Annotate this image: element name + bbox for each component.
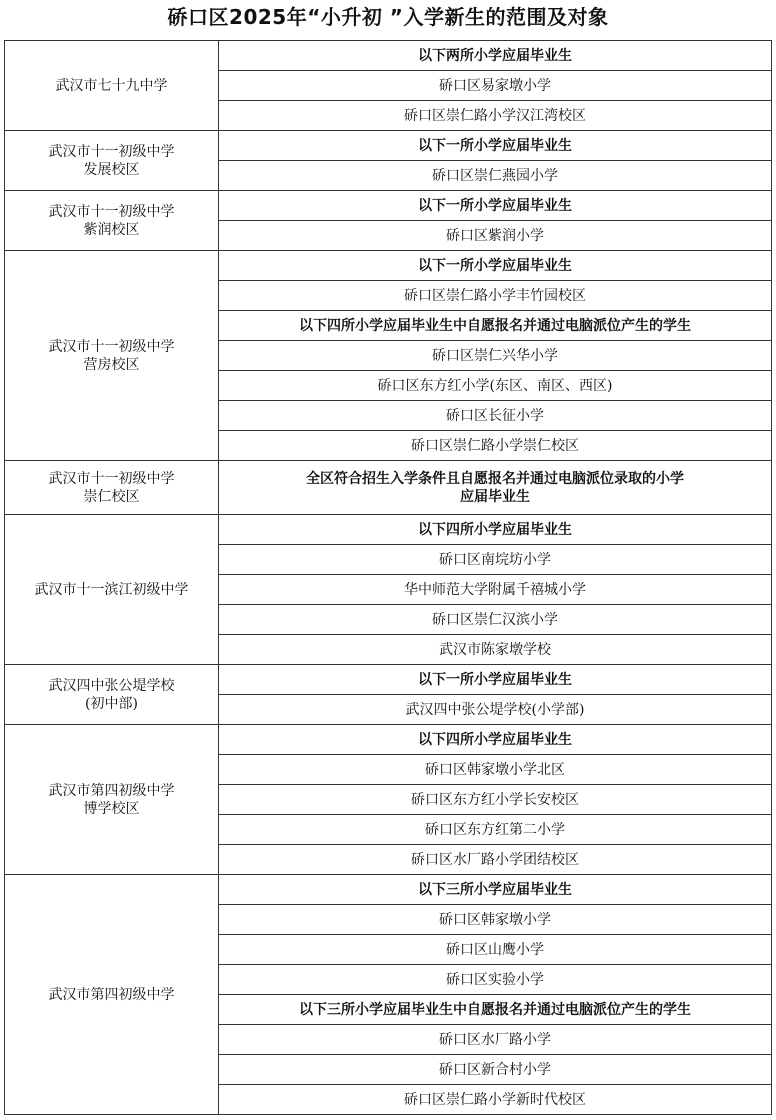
scope-text: 硚口区崇仁路小学崇仁校区 [411,437,579,454]
admission-scope-header [219,875,772,905]
table-row [5,461,772,515]
primary-school-name [219,1085,772,1115]
primary-school-name [219,905,772,935]
scope-text: 硚口区新合村小学 [439,1061,551,1078]
primary-school-name [219,1025,772,1055]
middle-school-name: (初中部) [85,695,138,712]
scope-text: 硚口区东方红第二小学 [425,821,565,838]
middle-school-name: 紫润校区 [83,221,140,238]
admission-table [4,40,772,1115]
admission-scope-header [219,41,772,71]
scope-text: 以下一所小学应届毕业生 [418,197,572,214]
table-row [5,251,772,281]
middle-school-cell [5,665,219,725]
scope-text: 硚口区崇仁路小学新时代校区 [404,1091,586,1108]
primary-school-name [219,371,772,401]
admission-scope-header [219,311,772,341]
middle-school-name: 发展校区 [83,161,140,178]
scope-text: 硚口区韩家墩小学北区 [425,761,565,778]
middle-school-name: 武汉市十一初级中学 [48,338,175,355]
page-title: 硚口区2025年“小升初 ”入学新生的范围及对象 [167,5,609,29]
scope-text: 硚口区崇仁兴华小学 [432,347,558,364]
primary-school-name [219,341,772,371]
scope-text: 硚口区崇仁燕园小学 [432,167,558,184]
middle-school-name: 崇仁校区 [83,488,140,505]
middle-school-name: 武汉市七十九中学 [55,77,168,94]
scope-text: 硚口区水厂路小学团结校区 [411,851,579,868]
primary-school-name [219,281,772,311]
primary-school-name [219,101,772,131]
admission-scope-header [219,191,772,221]
primary-school-name [219,431,772,461]
table-row [5,665,772,695]
admission-scope-header [219,131,772,161]
scope-text: 以下一所小学应届毕业生 [418,671,572,688]
middle-school-name: 武汉市十一初级中学 [48,143,175,160]
scope-text: 硚口区山鹰小学 [446,941,544,958]
scope-text: 硚口区易家墩小学 [439,77,551,94]
middle-school-cell [5,725,219,875]
primary-school-name [219,845,772,875]
scope-text-continued: 应届毕业生 [460,488,530,505]
scope-text: 以下一所小学应届毕业生 [418,137,572,154]
scope-text: 硚口区崇仁路小学丰竹园校区 [404,287,586,304]
primary-school-name [219,545,772,575]
admission-scope-header [219,251,772,281]
primary-school-name [219,695,772,725]
middle-school-cell [5,191,219,251]
primary-school-name [219,575,772,605]
primary-school-name [219,605,772,635]
primary-school-name [219,71,772,101]
admission-scope-header [219,995,772,1025]
primary-school-name [219,785,772,815]
scope-text: 硚口区南垸坊小学 [439,551,551,568]
scope-text: 硚口区崇仁路小学汉江湾校区 [404,107,586,124]
middle-school-cell [5,461,219,515]
table-row [5,191,772,221]
middle-school-cell [5,131,219,191]
scope-text: 以下三所小学应届毕业生 [418,881,572,898]
primary-school-name [219,221,772,251]
scope-text: 以下两所小学应届毕业生 [418,47,572,64]
middle-school-name: 武汉市十一滨江初级中学 [34,581,189,598]
scope-text: 硚口区紫润小学 [446,227,544,244]
table-row [5,515,772,545]
scope-text: 以下四所小学应届毕业生 [418,731,572,748]
primary-school-name [219,755,772,785]
scope-text: 武汉市陈家墩学校 [439,641,551,658]
scope-text: 武汉四中张公堤学校(小学部) [405,701,585,718]
scope-text: 以下四所小学应届毕业生中自愿报名并通过电脑派位产生的学生 [299,317,691,334]
primary-school-name [219,635,772,665]
middle-school-cell [5,41,219,131]
table-row [5,875,772,905]
primary-school-name [219,815,772,845]
middle-school-name: 武汉市十一初级中学 [48,470,175,487]
admission-scope-header [219,461,772,515]
scope-text: 硚口区长征小学 [446,407,544,424]
scope-text: 全区符合招生入学条件且自愿报名并通过电脑派位录取的小学 [306,470,684,487]
middle-school-name: 营房校区 [83,356,140,373]
scope-text: 以下四所小学应届毕业生 [418,521,572,538]
scope-text: 华中师范大学附属千禧城小学 [404,581,586,598]
primary-school-name [219,935,772,965]
primary-school-name [219,401,772,431]
primary-school-name [219,161,772,191]
table-body [5,41,772,1115]
admission-scope-header [219,725,772,755]
middle-school-name: 武汉市第四初级中学 [48,986,175,1003]
middle-school-cell [5,251,219,461]
primary-school-name [219,1055,772,1085]
middle-school-name: 武汉四中张公堤学校 [48,677,175,694]
table-row [5,131,772,161]
scope-text: 硚口区东方红小学长安校区 [411,791,579,808]
scope-text: 以下一所小学应届毕业生 [418,257,572,274]
table-row [5,725,772,755]
middle-school-cell [5,875,219,1115]
scope-text: 硚口区韩家墩小学 [439,911,551,928]
scope-text: 以下三所小学应届毕业生中自愿报名并通过电脑派位产生的学生 [299,1001,691,1018]
middle-school-name: 武汉市十一初级中学 [48,203,175,220]
scope-text: 硚口区水厂路小学 [439,1031,551,1048]
scope-text: 硚口区实验小学 [446,971,544,988]
middle-school-name: 武汉市第四初级中学 [48,782,175,799]
admission-scope-header [219,515,772,545]
admission-scope-header [219,665,772,695]
middle-school-cell [5,515,219,665]
scope-text: 硚口区东方红小学(东区、南区、西区) [377,377,613,394]
primary-school-name [219,965,772,995]
table-row [5,41,772,71]
scope-text: 硚口区崇仁汉滨小学 [432,611,558,628]
middle-school-name: 博学校区 [83,800,140,817]
